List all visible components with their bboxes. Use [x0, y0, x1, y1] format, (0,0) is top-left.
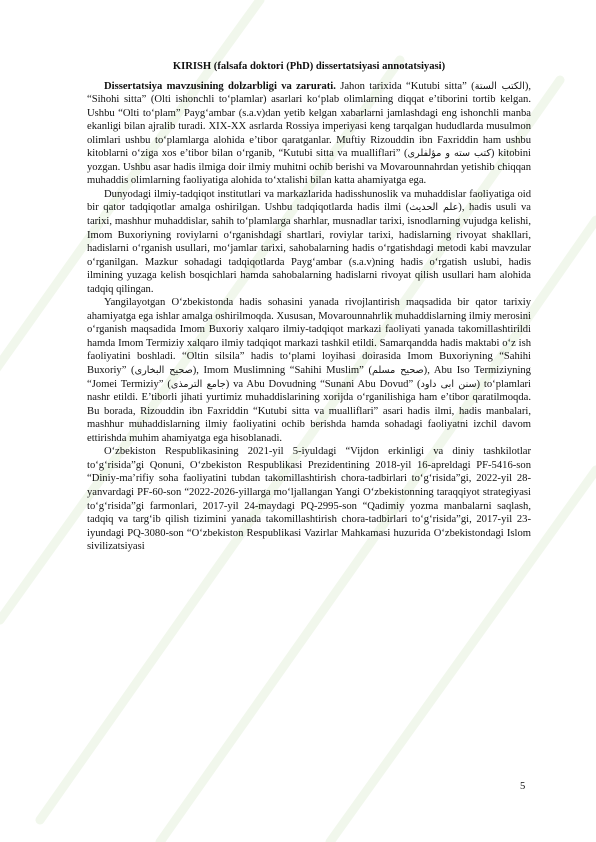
- arabic-term: صحيح مسلم: [371, 365, 424, 377]
- document-title: KIRISH (falsafa doktori (PhD) dissertatsiyasi annotatsiyasi): [172, 61, 446, 72]
- text-segment: ), Abu Iso Termiziyning “Jomei Termiziy” (: [87, 365, 531, 390]
- arabic-term: علم الحديث: [409, 202, 459, 214]
- text-segment: Jahon tarixida “Kutubi sitta” (: [335, 80, 475, 92]
- text-segment: Yangilayotgan O‘zbekistonda hadis sohasini yanada rivojlantirish maqsadida bir qator tarixiy ahamiyatga ega ishlar amalga oshirilmoqda. Xususan, Movarounnahrlik muhaddislarning ilmiy merosini o‘rganish maqsadida Imom Buxoriy xalqaro ilmiy-tadqiqot markazi faoliyati yanada takomillashtirildi hamda Imom Termiziy xalqaro ilmiy tadqiqot markazi tashkil etildi. Samarqandda hadis maktabi o‘z ish faoliyatini boshladi. “Oltin silsila” hadis to‘plami loyihasi doirasida Imom Buxoriyning “Sahihi Buxoriy” (: [87, 297, 531, 377]
- document-page: [87, 60, 531, 554]
- paragraph-legal-basis: O‘zbekiston Respublikasining 2021-yil 5-iyuldagi “Vijdon erkinligi va diniy tashkilotlar to‘g‘risida”gi Qonuni, O‘zbekiston Respublikasi Prezidentining 2018-yil 16-apreldagi PF-5416-son “Diniy-ma’rifiy soha faoliyatini tubdan takomillashtirish chora-tadbirlari to‘g‘risida”gi, 2022-yil 28-yanvardagi PF-60-son “2022-2026-yillarga mo‘ljallangan Yangi O‘zbekistonning taraqqiyot strategiyasi to‘g‘risida”gi farmonlari, 2017-yil 24-maydagi PQ-2995-son “Qadimiy yozma manbalarni saqlash, tadqiq va targ‘ib qilish tizimini yanada takomillashtirish chora-tadbirlari to‘g‘risida”gi, 2017-yil 23-iyundagi PQ-3080-son “O‘zbekiston Respublikasi Vazirlar Mahkamasi huzurida O‘zbekistondagi Islom sivilizatsiyasi: [87, 446, 531, 553]
- page-number: 5: [520, 781, 526, 792]
- paragraph-research-institutes: [87, 188, 531, 296]
- arabic-term: الكتب الستة: [474, 80, 525, 92]
- arabic-term: صحيح البخاری: [134, 365, 193, 377]
- text-segment: ), “Sihohi sitta” (Olti ishonchli to‘plamlar) asarlari ko‘plab olimlarning diqqat e’tiborini tortib kelgan. Ushbu “Olti to‘plam” Payg‘ambar (s.a.v)dan yetib kelgan xabarlarni jamlashdagi eng ishonchli manba ekanligi bilan ajralib turadi. XIX-XX asrlarda Rossiya imperiyasi keng tarqalgan hududlarda musulmon olimlari ushbu to‘plamlarga alohida e’tibor qaratganlar. Muftiy Rizouddin ibn Faxriddin ham ushbu kitoblarni o‘ziga xos e’tibor bilan o‘rganib, “Kutubi sitta va mualliflari” (: [87, 80, 532, 160]
- paragraph-lead: Dissertatsiya mavzusining dolzarbligi va zarurati.: [104, 80, 336, 92]
- text-segment: ), Imom Muslimning “Sahihi Muslim” (: [192, 365, 372, 377]
- text-segment: Dunyodagi ilmiy-tadqiqot institutlari va markazlarida hadisshunoslik va muhaddislar faoliyatiga oid bir qator tadqiqotlar amalga oshirilgan. Ushbu tadqiqotlarda hadis ilmi (: [87, 188, 531, 214]
- arabic-term: جامع الترمذی: [170, 378, 226, 390]
- paragraph-uzbekistan-hadith: [87, 296, 531, 445]
- text-segment: ) va Abu Dovudning “Sunani Abu Dovud” (: [225, 378, 421, 390]
- text-segment: ) kitobini yozgan. Ushbu asar hadis ilmiga doir ilmiy muhitni ochib berishi va Movarounnahrdan yetishib chiqqan muhaddis olimlarning faoliyatiga alohida to‘xtalishi bilan katta ahamiyatga ega.: [87, 148, 531, 187]
- text-segment: ) to‘plamlari nashr etildi. E’tiborli jihati yurtimiz muhaddislarining xorijda o‘rganilishiga ham e’tibor qaratilmoqda. Bu borada, Rizouddin ibn Faxriddin “Kutubi sitta va mualliflari” asari hadis ilmi, hadis manbalari, mashhur muhaddislarning ilmiy faoliyatini ochib berishda hamda sohadagi faoliyatni izchil davom ettirishda muhim ahamiyatga ega hisoblanadi.: [87, 378, 531, 444]
- arabic-term: سنن ابی داود: [420, 378, 477, 390]
- text-segment: ), hadis usuli va tarixi, mashhur muhaddislar, sahih to‘plamlarga sharhlar, musnadlar tarixi, isnodlarning vujudga kelishi, Imom Buxoriyning roviylarni o‘rganishdagi shartlari, roviylar tarixi, hadislarning rivoyat shakllari, hadislarni o‘rganish usullari, mo‘jamlar tarixi, sahobalarning hadis o‘rgatishdagi metodi kabi mavzular o‘rganilgan. Mazkur sohadagi tadqiqotlarda Payg‘ambar (s.a.v)ning hadis o‘rgatish uslubi, hadis ilmining yuzaga kelish bosqichlari hamda sahobalarning hadislarni rivoyat qilish usullari ham alohida tadqiq qilingan.: [87, 202, 531, 295]
- arabic-term: کتب سته و مؤلفلری: [407, 148, 491, 160]
- paragraph-relevance: [87, 80, 531, 188]
